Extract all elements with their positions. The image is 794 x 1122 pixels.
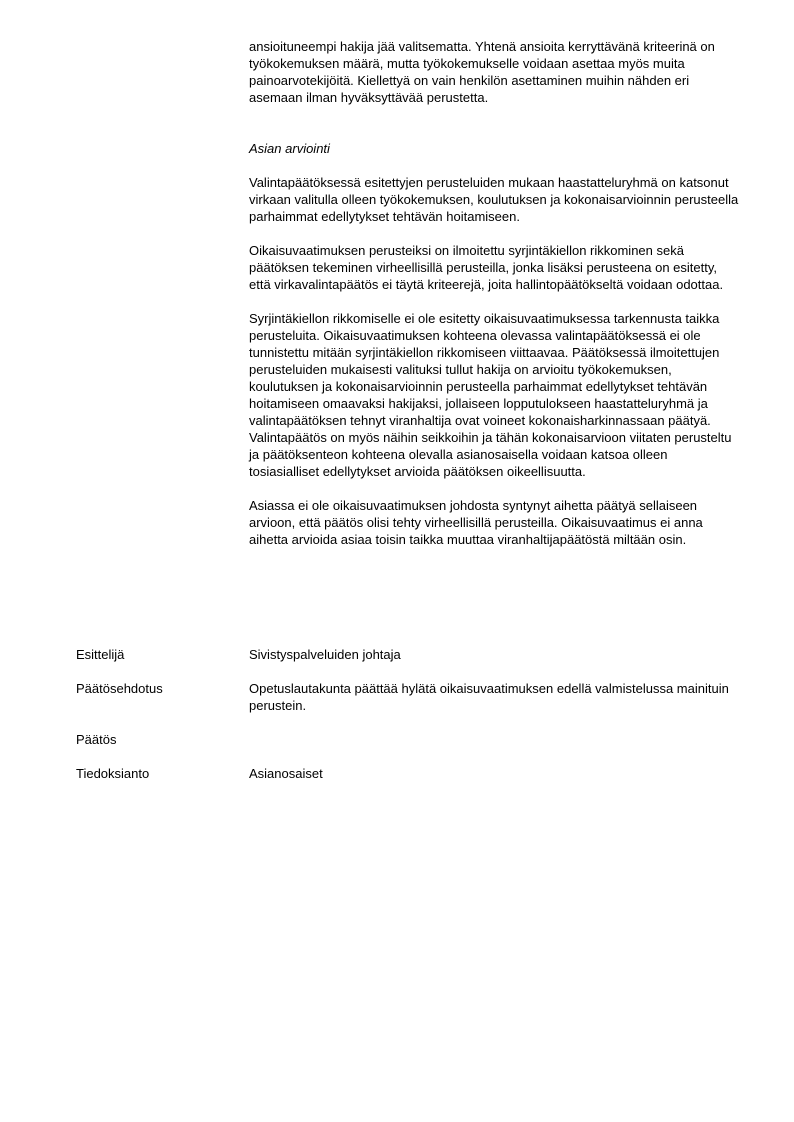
meta-value: Asianosaiset <box>249 766 323 781</box>
meta-label: Päätös <box>76 732 117 747</box>
section-heading: Asian arviointi <box>249 141 330 156</box>
meta-row-esittelija <box>76 646 746 663</box>
document-body <box>249 38 739 565</box>
meta-value: Sivistyspalveluiden johtaja <box>249 647 401 662</box>
paragraph-conclusion: Asiassa ei ole oikaisuvaatimuksen johdosta syntynyt aihetta päätyä sellaiseen arvioon, että päätös olisi tehty virheellisillä perusteilla. Oikaisuvaatimus ei anna aihetta arvioida asiaa toisin taikka muuttaa viranhaltijapäätöstä miltään osin. <box>249 498 703 547</box>
paragraph-evaluation: Valintapäätöksessä esitettyjen perusteluiden mukaan haastatteluryhmä on katsonut virkaan valitulla olleen työkokemuksen, koulutuksen ja kokonaisarvioinnin perusteella parhaimmat edellytykset tehtävän hoitamiseen. <box>249 175 739 224</box>
paragraph-grounds: Oikaisuvaatimuksen perusteiksi on ilmoitettu syrjintäkiellon rikkominen sekä päätöksen tekeminen virheellisillä perusteilla, jonka lisäksi perusteena on esitetty, että virkavalintapäätös ei täytä kriteerejä, joita hallintopäätökseltä voidaan odottaa. <box>249 243 724 292</box>
meta-label: Tiedoksianto <box>76 766 150 781</box>
meta-value: Opetuslautakunta päättää hylätä oikaisuvaatimuksen edellä valmistelussa mainituin perustein. <box>249 681 729 713</box>
meta-label: Esittelijä <box>76 647 125 662</box>
meta-row-tiedoksianto <box>76 765 746 782</box>
intro-paragraph: ansioituneempi hakija jää valitsematta. Yhtenä ansioita kerryttävänä kriteerinä on työkokemuksen määrä, mutta työkokemukselle voidaan asettaa myös muita painoarvotekijöitä. Kiellettyä on vain henkilön asettaminen muihin nähden eri asemaan ilman hyväksyttävää perustetta. <box>249 39 715 105</box>
paragraph-discrimination: Syrjintäkiellon rikkomiselle ei ole esitetty oikaisuvaatimuksessa tarkennusta taikka perusteluita. Oikaisuvaatimuksen kohteena olevassa valintapäätöksessä ei ole tunnistettu mitään syrjintäkiellon rikkomiseen viittaavaa. Päätöksessä ilmoitettujen perusteluiden mukaisesti valituksi tullut hakija on arvioitu työkokemuksen, koulutuksen ja kokonaisarvioinnin perusteella parhaimmat edellytykset tehtävän hoitamiseen omaavaksi hakijaksi, jollaiseen lopputulokseen haastatteluryhmä ja valintapäätöksen tehnyt viranhaltija ovat voineet kokonaisharkinnassaan päätyä. Valintapäätös on myös näihin seikkoihin ja tähän kokonaisarvioon viitaten perusteltu ja päätöksenteon kohteena olevalla asianosaisella voidaan katsoa olleen tosiasialliset edellytykset arvioida päätöksen oikeellisuutta. <box>249 311 732 479</box>
meta-value <box>249 731 746 748</box>
decision-meta <box>76 646 746 799</box>
meta-row-paatosehdotus <box>76 680 746 714</box>
meta-label: Päätösehdotus <box>76 681 163 696</box>
meta-row-paatos <box>76 731 746 748</box>
